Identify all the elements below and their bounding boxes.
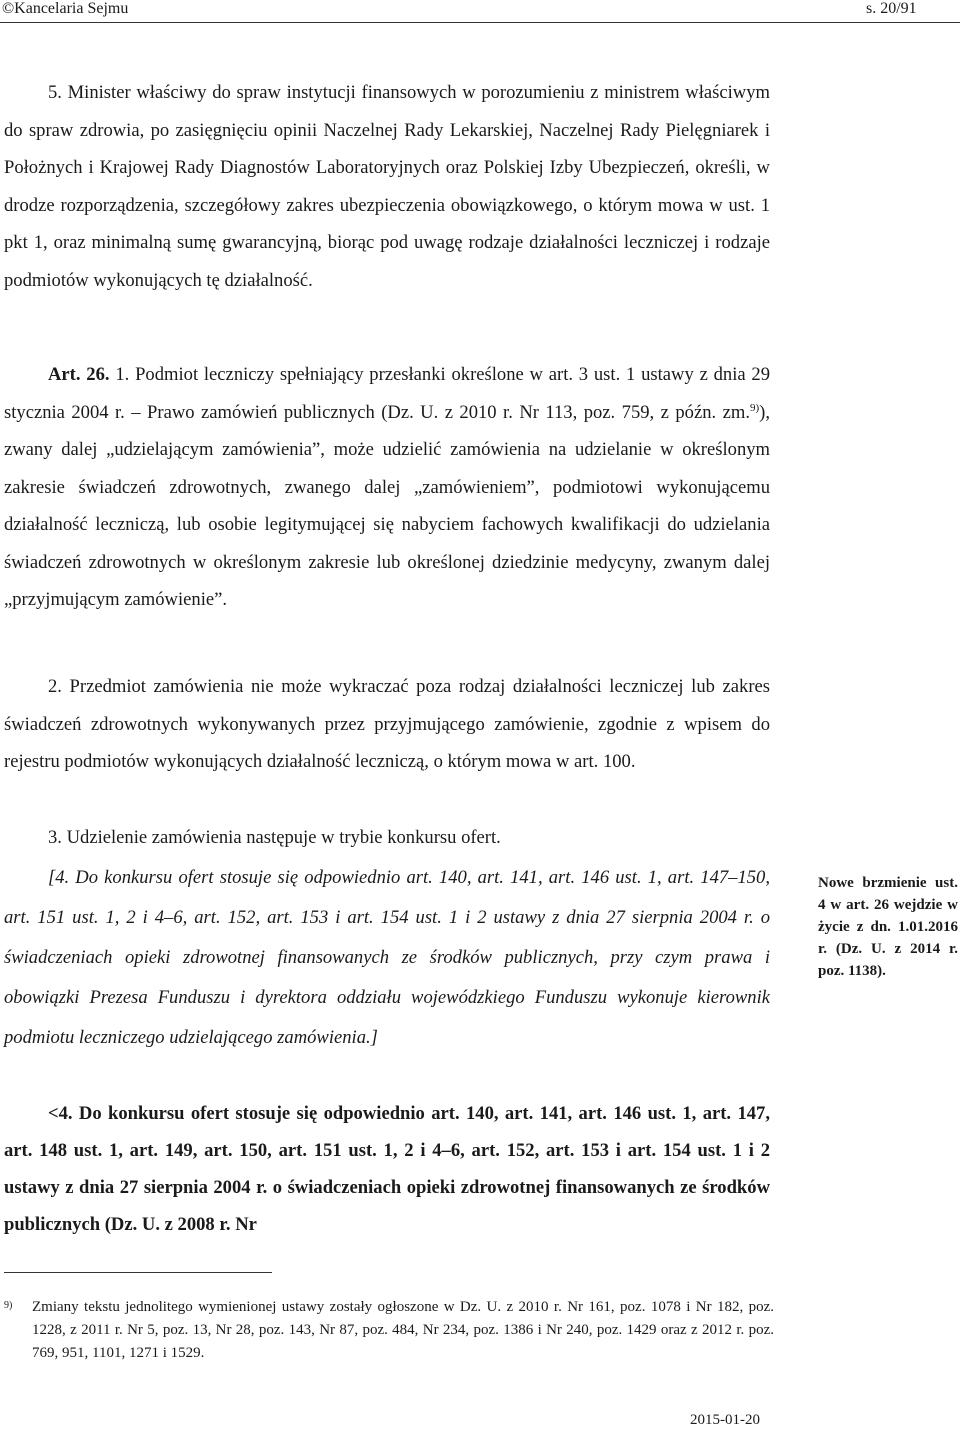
article-26-text-part1: 1. Podmiot leczniczy spełniający przesłanki określone w art. 3 ust. 1 ustawy z dnia 29 stycznia 2004 r. – Prawo zamówień publicznych (Dz. U. z 2010 r. Nr 113, poz. 759, z późn. zm.	[4, 364, 770, 423]
paragraph-5: 5. Minister właściwy do spraw instytucji finansowych w porozumieniu z ministrem właściwym do spraw zdrowia, po zasięgnięciu opinii Naczelnej Rady Lekarskiej, Naczelnej Rady Pielęgniarek i Położnych i Krajowej Rady Diagnostów Laboratoryjnych oraz Polskiej Izby Ubezpieczeń, określi, w drodze rozporządzenia, szczegółowy zakres ubezpieczenia obowiązkowego, o którym mowa w ust. 1 pkt 1, oraz minimalną sumę gwarancyjną, biorąc pod uwagę rodzaje działalności leczniczej i rodzaje podmiotów wykonujących tę działalność.	[4, 82, 770, 291]
paragraph-4-new: <4. Do konkursu ofert stosuje się odpowiednio art. 140, art. 141, art. 146 ust. 1, art. 147, art. 148 ust. 1, art. 149, art. 150, art. 151 ust. 1, 2 i 4–6, art. 152, art. 153 i art. 154 ust. 1 i 2 ustawy z dnia 27 sierpnia 2004 r. o świadczeniach opieki zdrowotnej finansowanych ze środków publicznych (Dz. U. z 2008 r. Nr	[4, 1103, 770, 1235]
paragraph-3: 3. Udzielenie zamówienia następuje w trybie konkursu ofert.	[48, 827, 501, 848]
article-26-label: Art. 26.	[48, 364, 110, 385]
article-26-paragraph-1	[4, 356, 770, 619]
footnote-text: Zmiany tekstu jednolitego wymienionej ustawy zostały ogłoszone w Dz. U. z 2010 r. Nr 161, poz. 1078 i Nr 182, poz. 1228, z 2011 r. Nr 5, poz. 13, Nr 28, poz. 143, Nr 87, poz. 484, Nr 234, poz. 1386 i Nr 240, poz. 1429 oraz z 2012 r. poz. 769, 951, 1101, 1271 i 1529.	[32, 1299, 774, 1361]
footnote-number: 9)	[4, 1300, 13, 1311]
article-26-text-part2: ), zwany dalej „udzielającym zamówienia”, może udzielić zamówienia na udzielanie w określonym zakresie świadczeń zdrowotnych, zwanego dalej „zamówieniem”, podmiotowi wykonującemu działalność leczniczą, lub osobie legitymującej się nabyciem fachowych kwalifikacji do udzielania świadczeń zdrowotnych w określonym zakresie lub określonej dziedzinie medycyny, zwanym dalej „przyjmującym zamówienie”.	[4, 401, 770, 610]
paragraph-4-old: [4. Do konkursu ofert stosuje się odpowiednio art. 140, art. 141, art. 146 ust. 1, art. 147–150, art. 151 ust. 1, 2 i 4–6, art. 152, art. 153 i art. 154 ust. 1 i 2 ustawy z dnia 27 sierpnia 2004 r. o świadczeniach opieki zdrowotnej finansowanych ze środków publicznych, przy czym prawa i obowiązki Prezesa Funduszu i dyrektora oddziału wojewódzkiego Funduszu wykonuje kierownik podmiotu leczniczego udzielającego zamówienia.]	[4, 867, 770, 1048]
header-divider	[0, 22, 960, 23]
header-page-number: s. 20/91	[866, 0, 917, 17]
footnote	[4, 1296, 774, 1365]
footnote-divider	[4, 1272, 272, 1273]
footer-date: 2015-01-20	[690, 1412, 760, 1428]
footnote-reference: 9)	[749, 401, 760, 414]
side-note: Nowe brzmienie ust. 4 w art. 26 wejdzie w życie z dn. 1.01.2016 r. (Dz. U. z 2014 r. poz. 1138).	[818, 875, 958, 979]
paragraph-2: 2. Przedmiot zamówienia nie może wykraczać poza rodzaj działalności leczniczej lub zakres świadczeń zdrowotnych wykonywanych przez przyjmującego zamówienie, zgodnie z wpisem do rejestru podmiotów wykonujących działalność leczniczą, o którym mowa w art. 100.	[4, 676, 770, 772]
header-publisher: ©Kancelaria Sejmu	[2, 0, 129, 17]
